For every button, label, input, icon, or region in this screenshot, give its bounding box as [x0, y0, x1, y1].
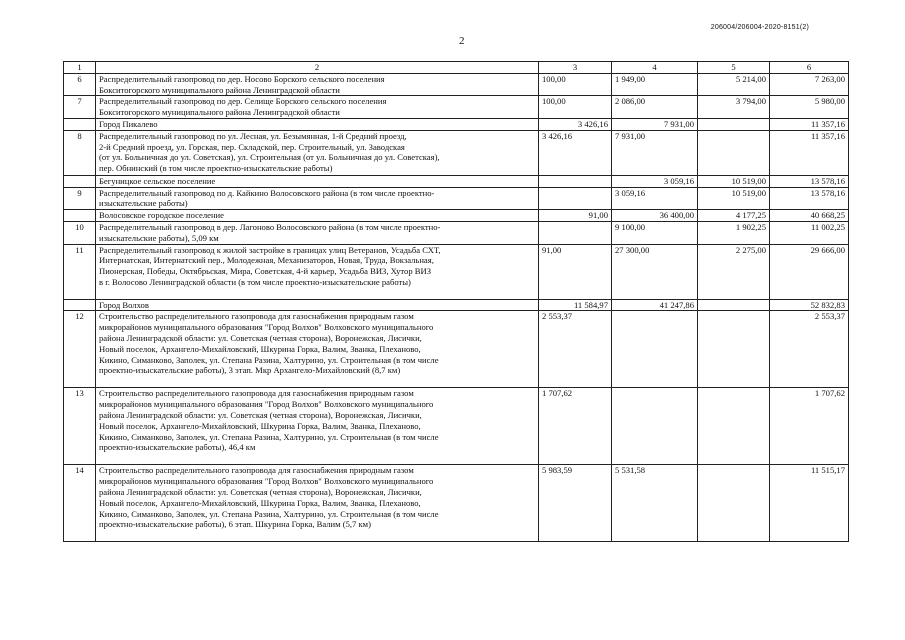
value-col-6: 5 980,00 — [770, 96, 849, 119]
value-col-4: 3 059,16 — [612, 175, 698, 187]
value-col-6: 1 707,62 — [770, 388, 849, 465]
table-row — [64, 244, 849, 299]
row-number: 8 — [64, 130, 96, 175]
value-col-5 — [698, 465, 770, 542]
row-description: Распределительный газопровод к жилой застройке в границах улиц Ветеранов, Усадьба СХТ, Интернатская, Интернатский пер., Молодежная, Механизаторов, Новая, Труда, Вокзальная, Пионерская, Победы, Октябрьская, Мира, Советская, 4-й карьер, Усадьба ВИЗ, Хутор ВИЗ в г. Волосово Ленинградской области (в том числе проектно-изыскательские работы) — [96, 244, 539, 299]
row-description: Строительство распределительного газопровода для газоснабжения природным газом микрорайонов муниципального образования "Город Волхов" Волховского муниципального района Ленинградской области: ул. Советская (четная сторона), Воронежская, Лисички, Новый поселок, Архангело-Михайловский, Шкурина Горка, Валим, Званка, Плеханово, Кикино, Симанково, Заполек, ул. Степана Разина, Халтурино, ул. Строительная (в том числе проектно-изыскательские работы), 46,4 км — [96, 388, 539, 465]
value-col-5: 4 177,25 — [698, 210, 770, 222]
value-col-6: 2 553,37 — [770, 311, 849, 388]
value-col-4: 36 400,00 — [612, 210, 698, 222]
value-col-5 — [698, 311, 770, 388]
value-col-3 — [539, 221, 612, 244]
value-col-5: 2 275,00 — [698, 244, 770, 299]
table-header-row — [64, 62, 849, 74]
row-description: Город Волхов — [96, 299, 539, 311]
row-number: 12 — [64, 311, 96, 388]
value-col-5: 10 519,00 — [698, 175, 770, 187]
value-col-3: 5 983,59 — [539, 465, 612, 542]
value-col-6: 52 832,83 — [770, 299, 849, 311]
row-description: Распределительный газопровод по ул. Лесная, ул. Безымянная, 1-й Средний проезд, 2-й Средний проезд, ул. Горская, пер. Складской, пер. Строительный, ул. Заводская (от ул. Больничная до ул. Советская), ул. Строительная (от ул. Больничная до ул. Советская), пер. Обнинский (в том числе проектно-изыскательские работы) — [96, 130, 539, 175]
value-col-4: 5 531,58 — [612, 465, 698, 542]
table-row — [64, 187, 849, 210]
row-description: Строительство распределительного газопровода для газоснабжения природным газом микрорайонов муниципального образования "Город Волхов" Волховского муниципального района Ленинградской области: ул. Советская (четная сторона), Воронежская, Лисички, Новый поселок, Архангело-Михайловский, Шкурина Горка, Валим, Званка, Плеханово, Кикино, Симанково, Заполек, ул. Степана Разина, Халтурино, ул. Строительная (в том числе проектно-изыскательские работы), 6 этап. Шкурина Горка, Валим (5,7 км) — [96, 465, 539, 542]
value-col-5 — [698, 118, 770, 130]
value-col-5 — [698, 130, 770, 175]
value-col-6: 13 578,16 — [770, 187, 849, 210]
header-cell-2: 2 — [96, 62, 539, 74]
value-col-6: 11 357,16 — [770, 130, 849, 175]
value-col-5 — [698, 299, 770, 311]
value-col-6: 29 666,00 — [770, 244, 849, 299]
value-col-3: 91,00 — [539, 210, 612, 222]
value-col-3 — [539, 175, 612, 187]
value-col-4 — [612, 388, 698, 465]
value-col-5: 5 214,00 — [698, 73, 770, 96]
value-col-3: 100,00 — [539, 96, 612, 119]
row-number: 9 — [64, 187, 96, 210]
row-description: Распределительный газопровод в дер. Лагоново Волосовского района (в том числе проектно- изыскательские работы), 5,09 км — [96, 221, 539, 244]
header-cell-6: 6 — [770, 62, 849, 74]
row-number: 11 — [64, 244, 96, 299]
value-col-4: 2 086,00 — [612, 96, 698, 119]
header-cell-4: 4 — [612, 62, 698, 74]
row-number: 13 — [64, 388, 96, 465]
header-cell-5: 5 — [698, 62, 770, 74]
row-description: Строительство распределительного газопровода для газоснабжения природным газом микрорайонов муниципального образования "Город Волхов" Волховского муниципального района Ленинградской области: ул. Советская (четная сторона), Воронежская, Лисички, Новый поселок, Архангело-Михайловский, Шкурина Горка, Валим, Званка, Плеханово, Кикино, Симанково, Заполек, ул. Степана Разина, Халтурино, ул. Строительная (в том числе проектно-изыскательские работы), 3 этап. Мкр Архангело-Михайловский (8,7 км) — [96, 311, 539, 388]
table-group-row — [64, 118, 849, 130]
table-row — [64, 130, 849, 175]
row-description: Распределительный газопровод по д. Кайкино Волосовского района (в том числе проектно- изыскательские работы) — [96, 187, 539, 210]
value-col-4: 41 247,86 — [612, 299, 698, 311]
row-number — [64, 175, 96, 187]
value-col-6: 11 002,25 — [770, 221, 849, 244]
budget-table — [63, 61, 849, 542]
value-col-5: 1 902,25 — [698, 221, 770, 244]
value-col-6: 13 578,16 — [770, 175, 849, 187]
value-col-4: 1 949,00 — [612, 73, 698, 96]
header-cell-3: 3 — [539, 62, 612, 74]
row-number — [64, 299, 96, 311]
document-id: 206004/206004-2020-8151(2) — [710, 24, 809, 31]
row-description: Город Пикалево — [96, 118, 539, 130]
value-col-6: 7 263,00 — [770, 73, 849, 96]
value-col-3: 1 707,62 — [539, 388, 612, 465]
value-col-4: 27 300,00 — [612, 244, 698, 299]
table-group-row — [64, 175, 849, 187]
value-col-4: 7 931,00 — [612, 118, 698, 130]
row-number: 6 — [64, 73, 96, 96]
header-cell-1: 1 — [64, 62, 96, 74]
row-description: Бегуницкое сельское поселение — [96, 175, 539, 187]
value-col-6: 11 357,16 — [770, 118, 849, 130]
value-col-5 — [698, 388, 770, 465]
value-col-3: 91,00 — [539, 244, 612, 299]
value-col-4: 9 100,00 — [612, 221, 698, 244]
value-col-4 — [612, 311, 698, 388]
row-number: 14 — [64, 465, 96, 542]
row-description: Волосовское городское поселение — [96, 210, 539, 222]
value-col-6: 40 668,25 — [770, 210, 849, 222]
value-col-5: 10 519,00 — [698, 187, 770, 210]
value-col-3: 11 584,97 — [539, 299, 612, 311]
value-col-5: 3 794,00 — [698, 96, 770, 119]
table-row — [64, 388, 849, 465]
row-number: 10 — [64, 221, 96, 244]
table-row — [64, 311, 849, 388]
value-col-3: 3 426,16 — [539, 118, 612, 130]
table-group-row — [64, 299, 849, 311]
table-row — [64, 465, 849, 542]
row-description: Распределительный газопровод по дер. Носово Борского сельского поселения Бокситогорского муниципального района Ленинградской области — [96, 73, 539, 96]
value-col-3: 100,00 — [539, 73, 612, 96]
page-number: 2 — [459, 35, 465, 47]
row-number: 7 — [64, 96, 96, 119]
row-description: Распределительный газопровод по дер. Селище Борского сельского поселения Бокситогорского муниципального района Ленинградской области — [96, 96, 539, 119]
value-col-4: 7 931,00 — [612, 130, 698, 175]
row-number — [64, 118, 96, 130]
value-col-3: 3 426,16 — [539, 130, 612, 175]
table-group-row — [64, 210, 849, 222]
value-col-4: 3 059,16 — [612, 187, 698, 210]
table-row — [64, 73, 849, 96]
value-col-6: 11 515,17 — [770, 465, 849, 542]
value-col-3: 2 553,37 — [539, 311, 612, 388]
row-number — [64, 210, 96, 222]
table-row — [64, 221, 849, 244]
table-row — [64, 96, 849, 119]
value-col-3 — [539, 187, 612, 210]
